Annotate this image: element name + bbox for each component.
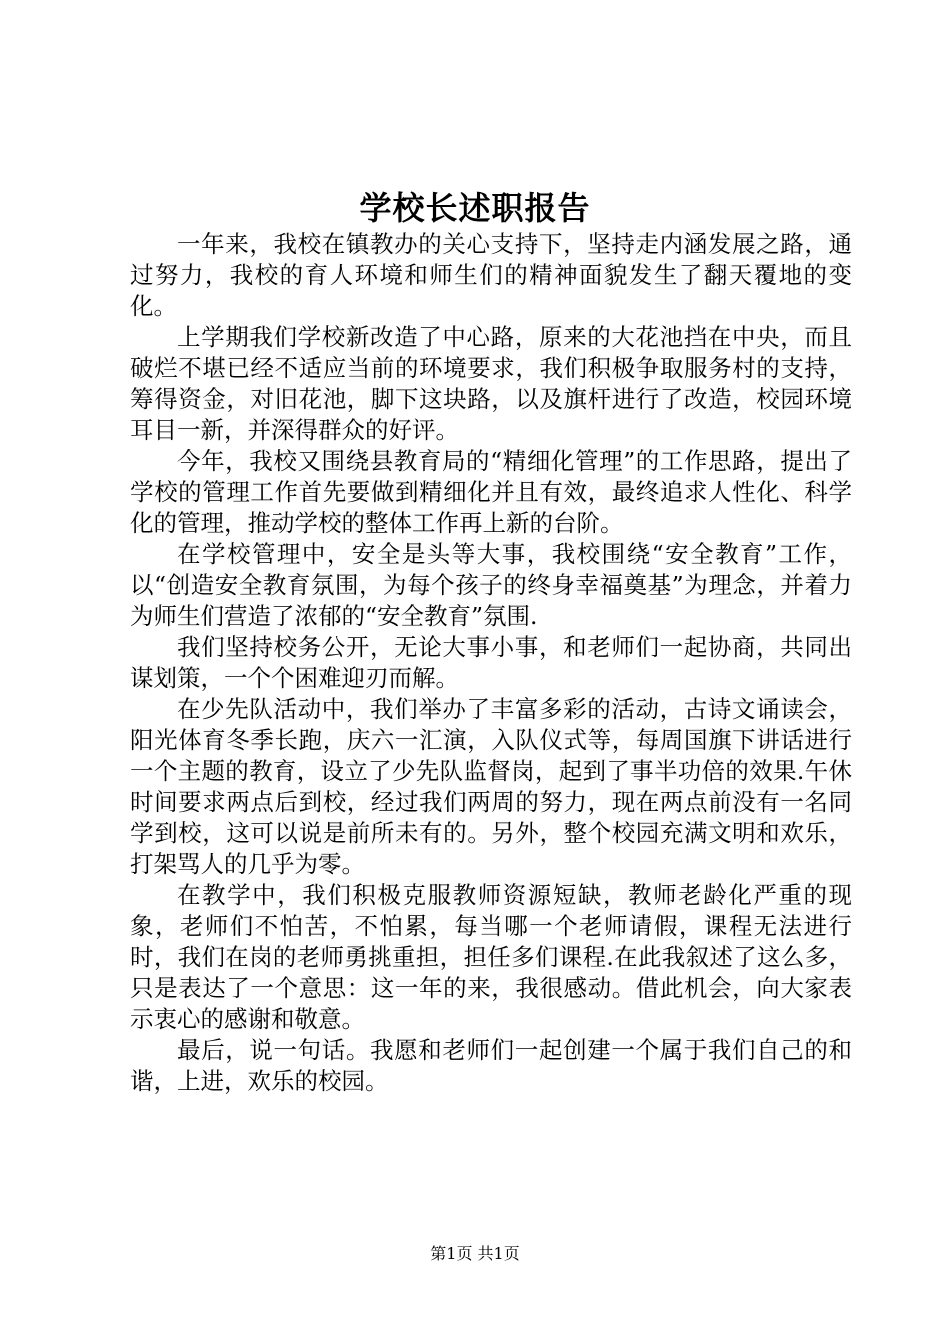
paragraph: 在教学中，我们积极克服教师资源短缺，教师老龄化严重的现象，老师们不怕苦，不怕累，每当哪一个老师请假，课程无法进行时，我们在岗的老师勇挑重担，担任多们课程.在此我叙述了这么多，只是表达了一个意思：这一年的来，我很感动。借此机会，向大家表示衷心的感谢和敬意。	[130, 881, 852, 1033]
document-title: 学校长述职报告	[359, 189, 591, 227]
paragraph: 在少先队活动中，我们举办了丰富多彩的活动，古诗文诵读会，阳光体育冬季长跑，庆六一汇演，入队仪式等，每周国旗下讲话进行一个主题的教育，设立了少先队监督岗，起到了事半功倍的效果.午休时间要求两点后到校，经过我们两周的努力，现在两点前没有一名同学到校，这可以说是前所未有的。另外，整个校园充满文明和欢乐，打架骂人的几乎为零。	[130, 695, 852, 878]
paragraph: 最后，说一句话。我愿和老师们一起创建一个属于我们自己的和谐，上进，欢乐的校园。	[130, 1036, 852, 1095]
page-footer: 第1页 共1页	[430, 1244, 520, 1263]
paragraph: 今年，我校又围绕县教育局的“精细化管理”的工作思路，提出了学校的管理工作首先要做到精细化并且有效，最终追求人性化、科学化的管理，推动学校的整体工作再上新的台阶。	[130, 447, 852, 537]
paragraph: 在学校管理中，安全是头等大事，我校围绕“安全教育”工作，以“创造安全教育氛围，为每个孩子的终身幸福奠基”为理念，并着力为师生们营造了浓郁的“安全教育”氛围.	[130, 540, 852, 630]
document-body	[130, 229, 852, 1097]
paragraph: 上学期我们学校新改造了中心路，原来的大花池挡在中央，而且破烂不堪已经不适应当前的环境要求，我们积极争取服务村的支持，筹得资金，对旧花池，脚下这块路，以及旗杆进行了改造，校园环境耳目一新，并深得群众的好评。	[130, 323, 852, 444]
paragraph: 我们坚持校务公开，无论大事小事，和老师们一起协商，共同出谋划策，一个个困难迎刃而解。	[130, 633, 852, 692]
paragraph: 一年来，我校在镇教办的关心支持下，坚持走内涵发展之路，通过努力，我校的育人环境和师生们的精神面貌发生了翻天覆地的变化。	[130, 230, 852, 320]
